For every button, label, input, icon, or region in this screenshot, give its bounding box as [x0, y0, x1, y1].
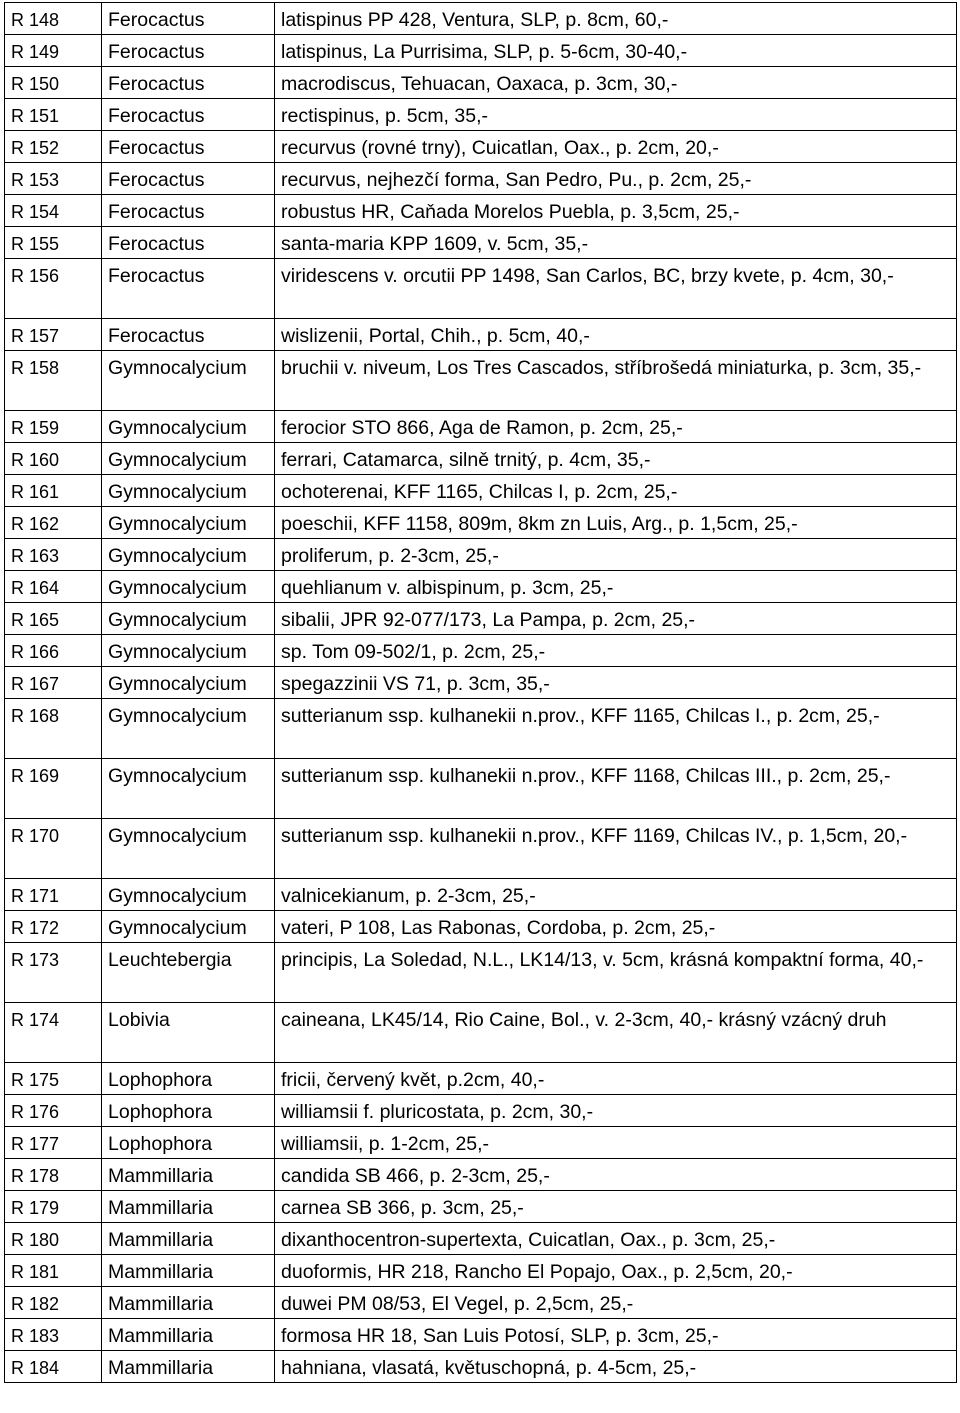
item-code-cell: R 165 — [5, 603, 102, 635]
genus-cell: Mammillaria — [102, 1351, 275, 1383]
genus-cell: Gymnocalycium — [102, 443, 275, 475]
item-code-cell: R 169 — [5, 759, 102, 819]
table-row — [5, 911, 957, 943]
item-code-cell: R 160 — [5, 443, 102, 475]
genus-cell: Mammillaria — [102, 1255, 275, 1287]
description-cell: latispinus PP 428, Ventura, SLP, p. 8cm, 60,- — [275, 3, 957, 35]
description-cell: principis, La Soledad, N.L., LK14/13, v. 5cm, krásná kompaktní forma, 40,- — [275, 943, 957, 1003]
table-row — [5, 411, 957, 443]
genus-cell: Ferocactus — [102, 131, 275, 163]
description-cell: poeschii, KFF 1158, 809m, 8km zn Luis, Arg., p. 1,5cm, 25,- — [275, 507, 957, 539]
table-row — [5, 163, 957, 195]
description-cell: sutterianum ssp. kulhanekii n.prov., KFF 1168, Chilcas III., p. 2cm, 25,- — [275, 759, 957, 819]
item-code-cell: R 173 — [5, 943, 102, 1003]
description-cell: latispinus, La Purrisima, SLP, p. 5-6cm, 30-40,- — [275, 35, 957, 67]
description-cell: quehlianum v. albispinum, p. 3cm, 25,- — [275, 571, 957, 603]
item-code-cell: R 166 — [5, 635, 102, 667]
genus-cell: Gymnocalycium — [102, 475, 275, 507]
item-code-cell: R 177 — [5, 1127, 102, 1159]
item-code-cell: R 180 — [5, 1223, 102, 1255]
genus-cell: Ferocactus — [102, 3, 275, 35]
item-code-cell: R 159 — [5, 411, 102, 443]
genus-cell: Ferocactus — [102, 67, 275, 99]
table-row — [5, 1095, 957, 1127]
description-cell: robustus HR, Caňada Morelos Puebla, p. 3,5cm, 25,- — [275, 195, 957, 227]
genus-cell: Gymnocalycium — [102, 819, 275, 879]
table-row — [5, 319, 957, 351]
genus-cell: Mammillaria — [102, 1191, 275, 1223]
genus-cell: Gymnocalycium — [102, 571, 275, 603]
item-code-cell: R 179 — [5, 1191, 102, 1223]
genus-cell: Gymnocalycium — [102, 911, 275, 943]
genus-cell: Lophophora — [102, 1095, 275, 1127]
table-row — [5, 603, 957, 635]
description-cell: vateri, P 108, Las Rabonas, Cordoba, p. 2cm, 25,- — [275, 911, 957, 943]
item-code-cell: R 151 — [5, 99, 102, 131]
table-row — [5, 1159, 957, 1191]
genus-cell: Ferocactus — [102, 35, 275, 67]
description-cell: rectispinus, p. 5cm, 35,- — [275, 99, 957, 131]
genus-cell: Gymnocalycium — [102, 667, 275, 699]
description-cell: hahniana, vlasatá, květuschopná, p. 4-5cm, 25,- — [275, 1351, 957, 1383]
table-row — [5, 759, 957, 819]
genus-cell: Ferocactus — [102, 99, 275, 131]
description-cell: candida SB 466, p. 2-3cm, 25,- — [275, 1159, 957, 1191]
table-row — [5, 259, 957, 319]
table-row — [5, 443, 957, 475]
description-cell: williamsii, p. 1-2cm, 25,- — [275, 1127, 957, 1159]
table-row — [5, 635, 957, 667]
genus-cell: Mammillaria — [102, 1159, 275, 1191]
item-code-cell: R 157 — [5, 319, 102, 351]
genus-cell: Gymnocalycium — [102, 759, 275, 819]
table-row — [5, 879, 957, 911]
description-cell: dixanthocentron-supertexta, Cuicatlan, Oax., p. 3cm, 25,- — [275, 1223, 957, 1255]
item-code-cell: R 152 — [5, 131, 102, 163]
table-row — [5, 1223, 957, 1255]
item-code-cell: R 175 — [5, 1063, 102, 1095]
table-row — [5, 351, 957, 411]
description-cell: spegazzinii VS 71, p. 3cm, 35,- — [275, 667, 957, 699]
genus-cell: Gymnocalycium — [102, 539, 275, 571]
genus-cell: Ferocactus — [102, 319, 275, 351]
table-row — [5, 1255, 957, 1287]
description-cell: ferrari, Catamarca, silně trnitý, p. 4cm, 35,- — [275, 443, 957, 475]
table-row — [5, 3, 957, 35]
description-cell: recurvus (rovné trny), Cuicatlan, Oax., p. 2cm, 20,- — [275, 131, 957, 163]
description-cell: wislizenii, Portal, Chih., p. 5cm, 40,- — [275, 319, 957, 351]
table-row — [5, 1003, 957, 1063]
table-row — [5, 1319, 957, 1351]
description-cell: macrodiscus, Tehuacan, Oaxaca, p. 3cm, 30,- — [275, 67, 957, 99]
description-cell: bruchii v. niveum, Los Tres Cascados, stříbrošedá miniaturka, p. 3cm, 35,- — [275, 351, 957, 411]
item-code-cell: R 154 — [5, 195, 102, 227]
item-code-cell: R 178 — [5, 1159, 102, 1191]
genus-cell: Mammillaria — [102, 1319, 275, 1351]
description-cell: sutterianum ssp. kulhanekii n.prov., KFF 1169, Chilcas IV., p. 1,5cm, 20,- — [275, 819, 957, 879]
genus-cell: Lophophora — [102, 1063, 275, 1095]
table-row — [5, 699, 957, 759]
table-row — [5, 1351, 957, 1383]
item-code-cell: R 174 — [5, 1003, 102, 1063]
table-row — [5, 819, 957, 879]
table-row — [5, 539, 957, 571]
description-cell: sp. Tom 09-502/1, p. 2cm, 25,- — [275, 635, 957, 667]
table-row — [5, 943, 957, 1003]
description-cell: sutterianum ssp. kulhanekii n.prov., KFF 1165, Chilcas I., p. 2cm, 25,- — [275, 699, 957, 759]
description-cell: valnicekianum, p. 2-3cm, 25,- — [275, 879, 957, 911]
table-row — [5, 507, 957, 539]
genus-cell: Gymnocalycium — [102, 879, 275, 911]
table-row — [5, 35, 957, 67]
item-code-cell: R 183 — [5, 1319, 102, 1351]
item-code-cell: R 181 — [5, 1255, 102, 1287]
table-body — [5, 3, 957, 1383]
genus-cell: Ferocactus — [102, 163, 275, 195]
table-row — [5, 1287, 957, 1319]
item-code-cell: R 161 — [5, 475, 102, 507]
genus-cell: Ferocactus — [102, 227, 275, 259]
table-row — [5, 99, 957, 131]
item-code-cell: R 171 — [5, 879, 102, 911]
item-code-cell: R 184 — [5, 1351, 102, 1383]
genus-cell: Lophophora — [102, 1127, 275, 1159]
description-cell: carnea SB 366, p. 3cm, 25,- — [275, 1191, 957, 1223]
item-code-cell: R 150 — [5, 67, 102, 99]
table-row — [5, 475, 957, 507]
item-code-cell: R 148 — [5, 3, 102, 35]
table-row — [5, 571, 957, 603]
description-cell: ferocior STO 866, Aga de Ramon, p. 2cm, 25,- — [275, 411, 957, 443]
table-row — [5, 131, 957, 163]
description-cell: fricii, červený květ, p.2cm, 40,- — [275, 1063, 957, 1095]
genus-cell: Gymnocalycium — [102, 351, 275, 411]
table-row — [5, 195, 957, 227]
table-row — [5, 1063, 957, 1095]
item-code-cell: R 158 — [5, 351, 102, 411]
item-code-cell: R 162 — [5, 507, 102, 539]
description-cell: recurvus, nejhezčí forma, San Pedro, Pu., p. 2cm, 25,- — [275, 163, 957, 195]
description-cell: williamsii f. pluricostata, p. 2cm, 30,- — [275, 1095, 957, 1127]
description-cell: ochoterenai, KFF 1165, Chilcas I, p. 2cm, 25,- — [275, 475, 957, 507]
item-code-cell: R 156 — [5, 259, 102, 319]
description-cell: viridescens v. orcutii PP 1498, San Carlos, BC, brzy kvete, p. 4cm, 30,- — [275, 259, 957, 319]
item-code-cell: R 168 — [5, 699, 102, 759]
item-code-cell: R 155 — [5, 227, 102, 259]
genus-cell: Mammillaria — [102, 1287, 275, 1319]
description-cell: sibalii, JPR 92-077/173, La Pampa, p. 2cm, 25,- — [275, 603, 957, 635]
table-row — [5, 1191, 957, 1223]
table-row — [5, 667, 957, 699]
genus-cell: Lobivia — [102, 1003, 275, 1063]
table-row — [5, 67, 957, 99]
item-code-cell: R 153 — [5, 163, 102, 195]
description-cell: formosa HR 18, San Luis Potosí, SLP, p. 3cm, 25,- — [275, 1319, 957, 1351]
description-cell: duoformis, HR 218, Rancho El Popajo, Oax., p. 2,5cm, 20,- — [275, 1255, 957, 1287]
genus-cell: Gymnocalycium — [102, 411, 275, 443]
item-code-cell: R 149 — [5, 35, 102, 67]
item-code-cell: R 167 — [5, 667, 102, 699]
genus-cell: Gymnocalycium — [102, 699, 275, 759]
item-code-cell: R 176 — [5, 1095, 102, 1127]
genus-cell: Ferocactus — [102, 195, 275, 227]
genus-cell: Gymnocalycium — [102, 507, 275, 539]
item-code-cell: R 172 — [5, 911, 102, 943]
genus-cell: Ferocactus — [102, 259, 275, 319]
item-code-cell: R 164 — [5, 571, 102, 603]
genus-cell: Leuchtebergia — [102, 943, 275, 1003]
genus-cell: Mammillaria — [102, 1223, 275, 1255]
description-cell: caineana, LK45/14, Rio Caine, Bol., v. 2-3cm, 40,- krásný vzácný druh — [275, 1003, 957, 1063]
table-row — [5, 1127, 957, 1159]
description-cell: proliferum, p. 2-3cm, 25,- — [275, 539, 957, 571]
genus-cell: Gymnocalycium — [102, 635, 275, 667]
plant-price-list-table — [4, 2, 957, 1383]
description-cell: santa-maria KPP 1609, v. 5cm, 35,- — [275, 227, 957, 259]
item-code-cell: R 170 — [5, 819, 102, 879]
genus-cell: Gymnocalycium — [102, 603, 275, 635]
item-code-cell: R 182 — [5, 1287, 102, 1319]
item-code-cell: R 163 — [5, 539, 102, 571]
description-cell: duwei PM 08/53, El Vegel, p. 2,5cm, 25,- — [275, 1287, 957, 1319]
table-row — [5, 227, 957, 259]
